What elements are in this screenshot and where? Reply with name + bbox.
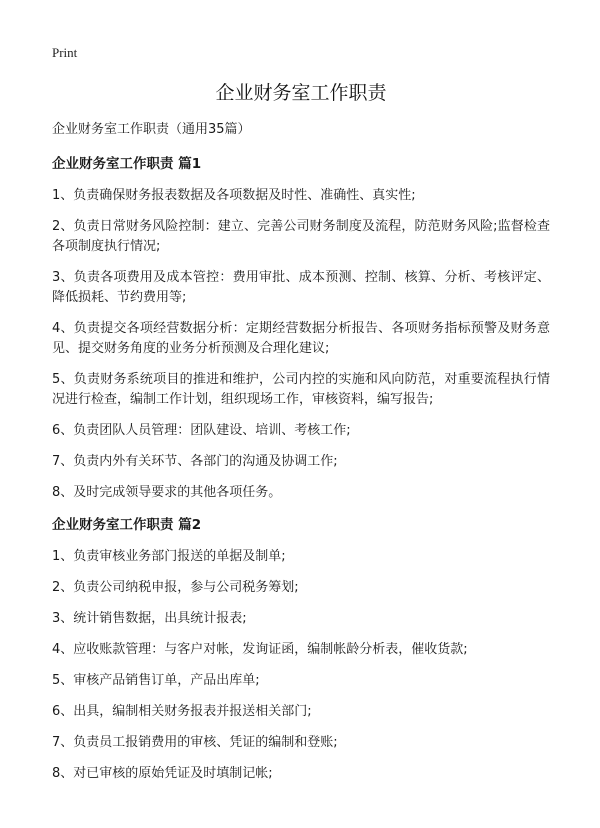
list-item: 8、对已审核的原始凭证及时填制记帐;: [52, 766, 273, 781]
list-item: 7、负责员工报销费用的审核、凭证的编制和登账;: [52, 735, 338, 750]
document-subtitle: 企业财务室工作职责（通用35篇）: [52, 122, 251, 137]
section-1: [52, 154, 550, 503]
list-item: 3、统计销售数据，出具统计报表;: [52, 611, 247, 626]
section-2: [52, 515, 550, 784]
list-item: 1、负责确保财务报表数据及各项数据及时性、准确性、真实性;: [52, 188, 416, 203]
list-item: 6、负责团队人员管理：团队建设、培训、考核工作;: [52, 423, 351, 438]
list-item: 5、负责财务系统项目的推进和维护，公司内控的实施和风向防范，对重要流程执行情况进行检查，编制工作计划，组织现场工作，审核资料，编写报告;: [52, 372, 550, 407]
list-item: 1、负责审核业务部门报送的单据及制单;: [52, 549, 286, 564]
list-item: 2、负责日常财务风险控制：建立、完善公司财务制度及流程，防范财务风险;监督检查各项制度执行情况;: [52, 219, 550, 254]
print-label: Print: [52, 45, 78, 60]
document-title: 企业财务室工作职责: [215, 82, 387, 104]
list-item: 6、出具，编制相关财务报表并报送相关部门;: [52, 704, 312, 719]
list-item: 4、负责提交各项经营数据分析：定期经营数据分析报告、各项财务指标预警及财务意见、提交财务角度的业务分析预测及合理化建议;: [52, 321, 550, 356]
list-item: 2、负责公司纳税申报，参与公司税务筹划;: [52, 580, 299, 595]
list-item: 5、审核产品销售订单，产品出库单;: [52, 673, 260, 688]
list-item: 7、负责内外有关环节、各部门的沟通及协调工作;: [52, 454, 338, 469]
list-item: 3、负责各项费用及成本管控：费用审批、成本预测、控制、核算、分析、考核评定、降低损耗、节约费用等;: [52, 270, 550, 305]
list-item: 4、应收账款管理：与客户对帐，发询证函，编制帐龄分析表，催收货款;: [52, 642, 468, 657]
list-item: 8、及时完成领导要求的其他各项任务。: [52, 485, 282, 500]
section-heading: 企业财务室工作职责 篇2: [52, 517, 202, 533]
section-heading: 企业财务室工作职责 篇1: [52, 156, 202, 172]
